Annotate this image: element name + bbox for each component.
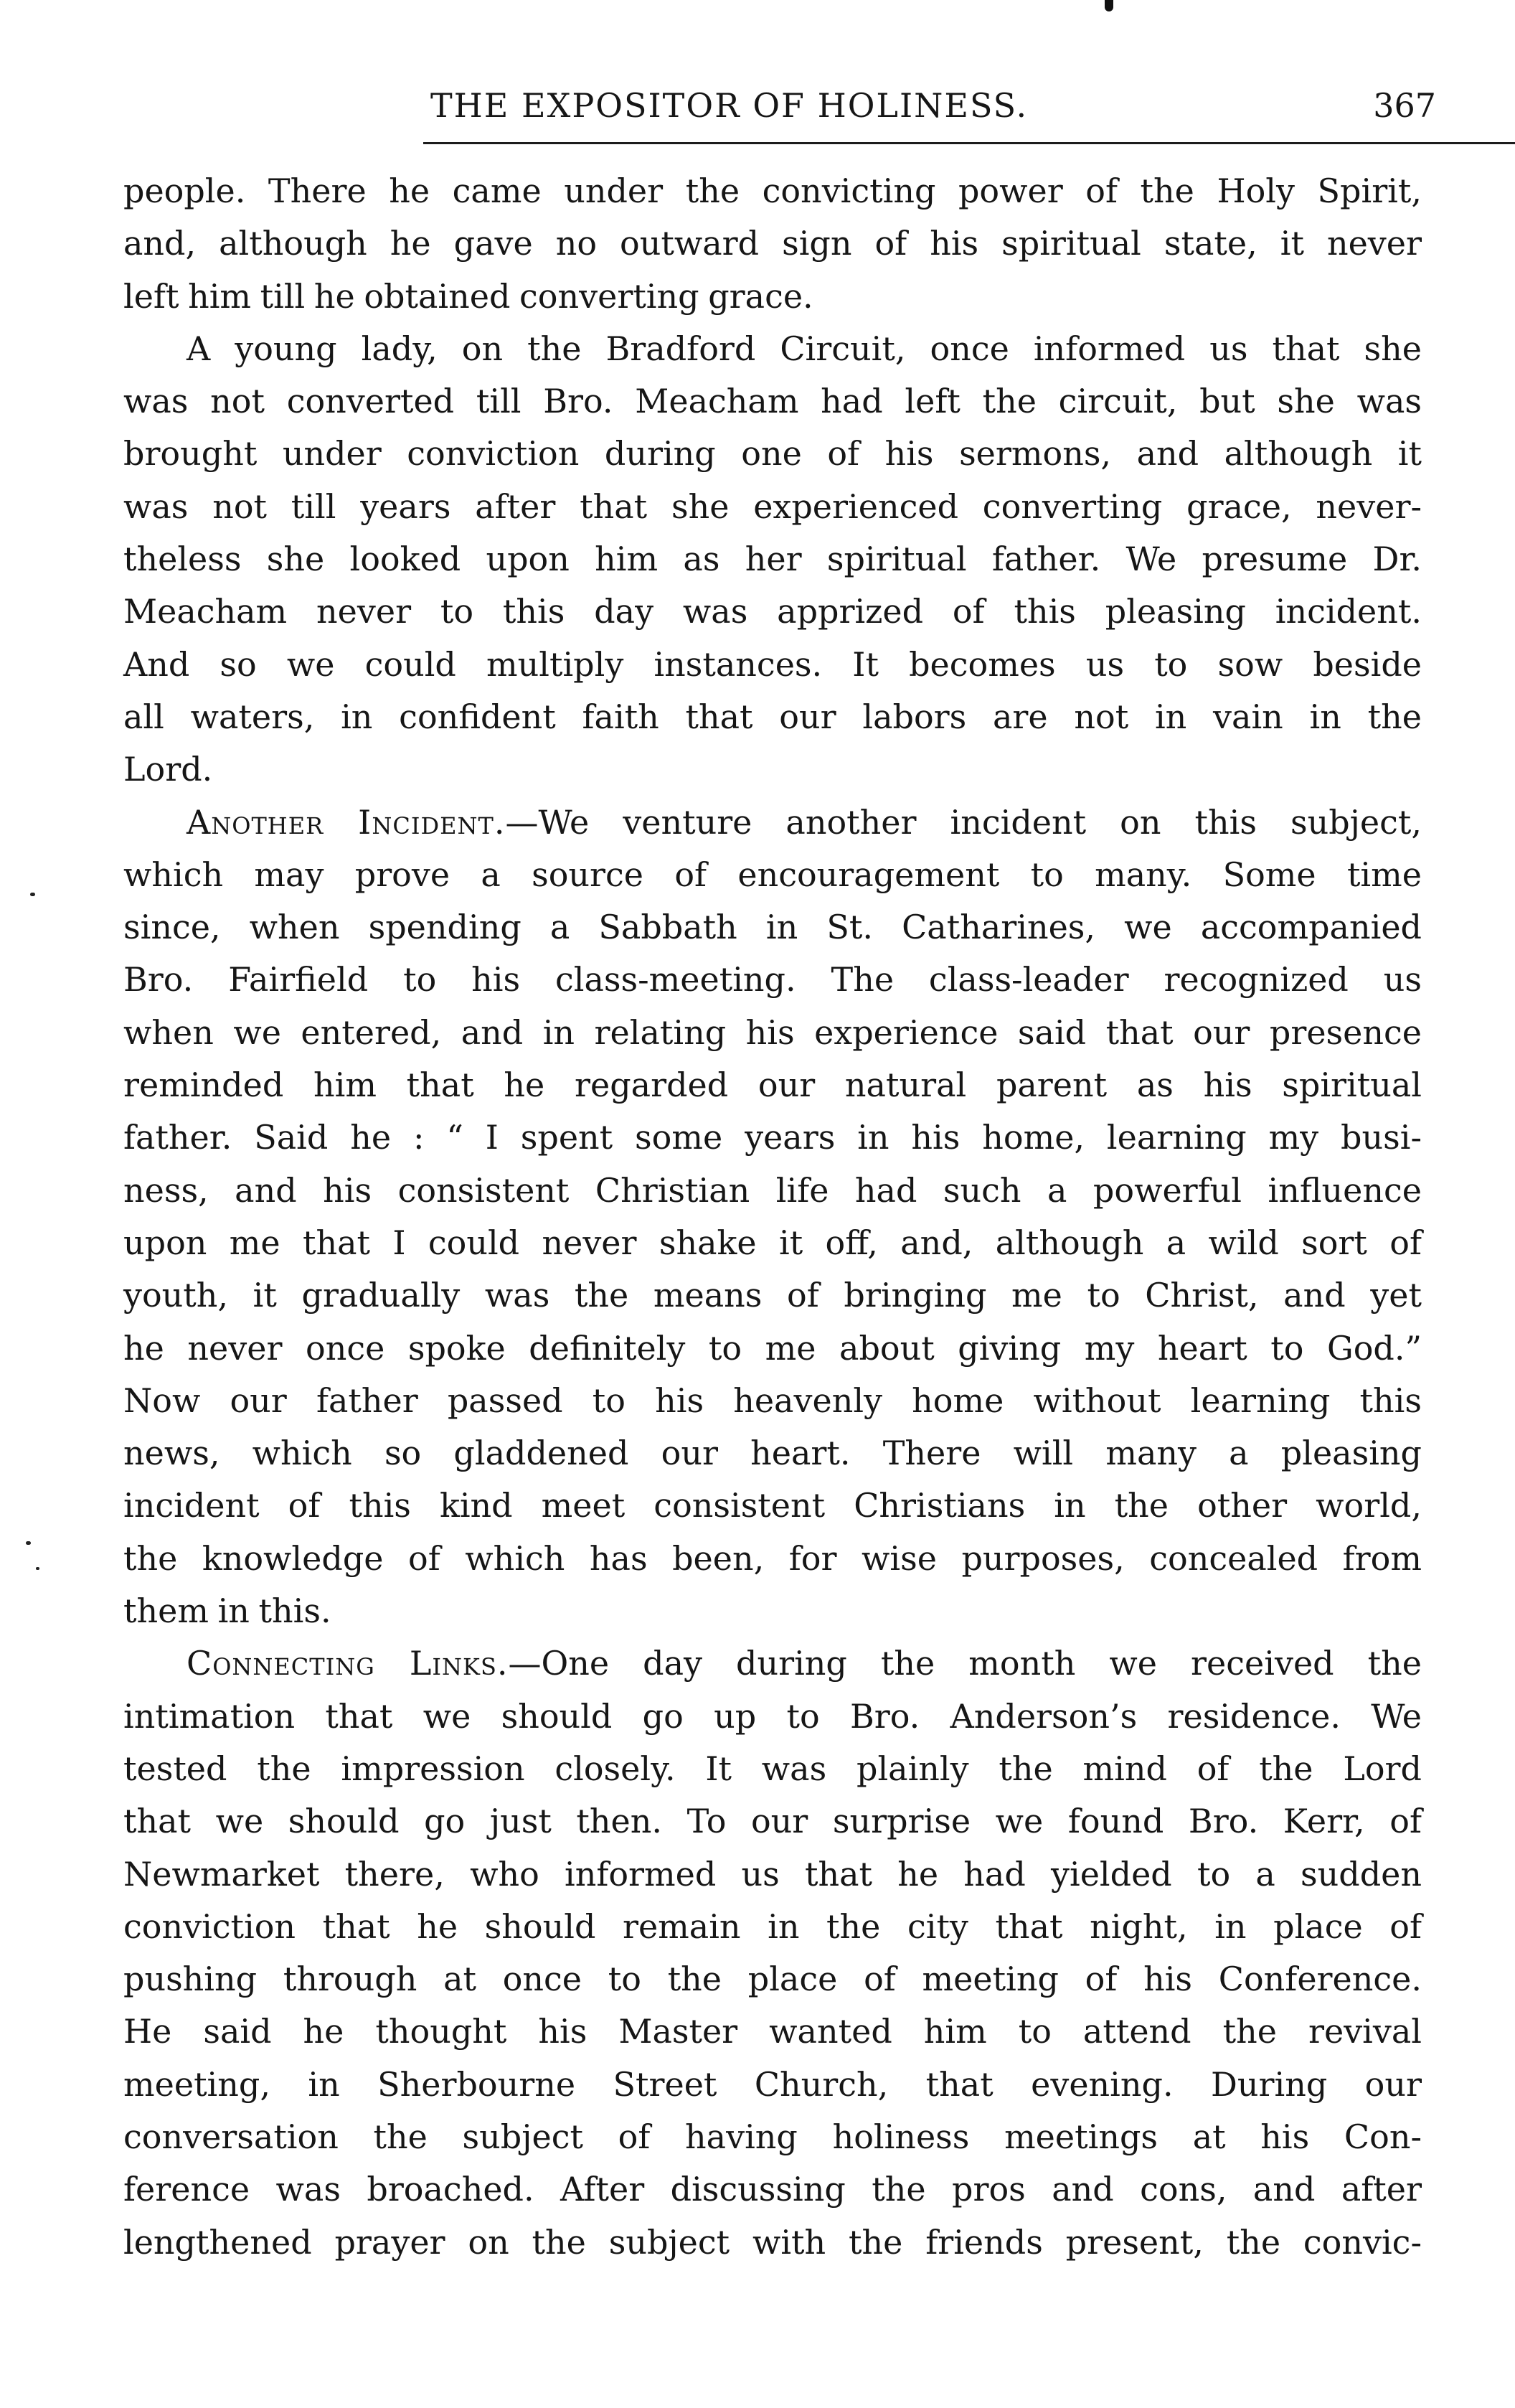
text-line: the knowledge of which has been, for wise purposes, concealed from xyxy=(123,1538,1422,1578)
text-line: father. Said he : “ I spent some years in his home, learning my busi- xyxy=(123,1118,1422,1157)
text-line: conversation the subject of having holiness meetings at his Con- xyxy=(123,2117,1422,2156)
text-line: meeting, in Sherbourne Street Church, that evening. During our xyxy=(123,2064,1422,2104)
section-heading: Connecting Links. xyxy=(187,1644,509,1683)
page-header xyxy=(123,80,1436,145)
text-line: pushing through at once to the place of meeting of his Conference. xyxy=(123,1960,1422,1999)
text-line: when we entered, and in relating his experience said that our presence xyxy=(123,1012,1422,1052)
text-line: And so we could multiply instances. It becomes us to sow beside xyxy=(123,644,1422,684)
text-line: Meacham never to this day was apprized of this pleasing incident. xyxy=(123,592,1422,631)
text-line: He said he thought his Master wanted him to attend the revival xyxy=(123,2012,1422,2051)
text-line: intimation that we should go up to Bro. Anderson’s residence. We xyxy=(123,1696,1422,1736)
text-line: he never once spoke definitely to me about giving my heart to God.” xyxy=(123,1328,1422,1368)
text-line: youth, it gradually was the means of bringing me to Christ, and yet xyxy=(123,1276,1422,1315)
text-line: since, when spending a Sabbath in St. Catharines, we accompanied xyxy=(123,908,1422,947)
text-line: brought under conviction during one of his sermons, and although it xyxy=(123,434,1422,474)
text-line: Newmarket there, who informed us that he had yielded to a sudden xyxy=(123,1854,1422,1894)
header-rule xyxy=(423,142,1515,144)
text-line xyxy=(123,1637,1422,1690)
text-line: ness, and his consistent Christian life had such a powerful influence xyxy=(123,1170,1422,1210)
text-line: ference was broached. After discussing the pros and cons, and after xyxy=(123,2170,1422,2209)
text-line xyxy=(123,796,1422,849)
text-line: A young lady, on the Bradford Circuit, once informed us that she xyxy=(187,329,1422,368)
ink-speck xyxy=(30,893,35,896)
text-line-rest: —One day during the month we received the xyxy=(508,1644,1422,1683)
page-number: 367 xyxy=(1373,86,1436,125)
text-line: Bro. Fairfield to his class-meeting. The class-leader recognized us xyxy=(123,960,1422,1000)
text-line: was not converted till Bro. Meacham had left the circuit, but she was xyxy=(123,382,1422,421)
text-line: theless she looked upon him as her spiritual father. We presume Dr. xyxy=(123,540,1422,579)
text-line: Lord. xyxy=(123,750,213,789)
text-line: tested the impression closely. It was plainly the mind of the Lord xyxy=(123,1749,1422,1788)
text-line: news, which so gladdened our heart. There will many a pleasing xyxy=(123,1434,1422,1473)
text-line: and, although he gave no outward sign of his spiritual state, it never xyxy=(123,224,1422,263)
text-line: was not till years after that she experienced converting grace, never- xyxy=(123,486,1422,526)
body-text xyxy=(123,165,1422,2269)
text-line: Now our father passed to his heavenly home without learning this xyxy=(123,1381,1422,1420)
text-line-rest: —We venture another incident on this subject, xyxy=(505,802,1422,842)
running-title: THE EXPOSITOR OF HOLINESS. xyxy=(430,86,1029,125)
section-heading: Another Incident. xyxy=(187,802,506,842)
text-line: left him till he obtained converting grace. xyxy=(123,276,813,316)
text-line: lengthened prayer on the subject with the friends present, the convic- xyxy=(123,2222,1422,2262)
text-line: incident of this kind meet consistent Christians in the other world, xyxy=(123,1486,1422,1525)
text-line: upon me that I could never shake it off, and, although a wild sort of xyxy=(123,1223,1422,1262)
text-line: which may prove a source of encouragement to many. Some time xyxy=(123,855,1422,894)
text-line: people. There he came under the convicting power of the Holy Spirit, xyxy=(123,171,1422,210)
ink-speck xyxy=(26,1541,31,1545)
text-line: all waters, in confident faith that our labors are not in vain in the xyxy=(123,697,1422,736)
text-line: conviction that he should remain in the city that night, in place of xyxy=(123,1906,1422,1946)
text-line: that we should go just then. To our surprise we found Bro. Kerr, of xyxy=(123,1802,1422,1841)
text-line: reminded him that he regarded our natural parent as his spiritual xyxy=(123,1066,1422,1105)
text-line: them in this. xyxy=(123,1591,331,1631)
ink-speck xyxy=(1105,0,1113,11)
ink-speck xyxy=(36,1567,39,1570)
